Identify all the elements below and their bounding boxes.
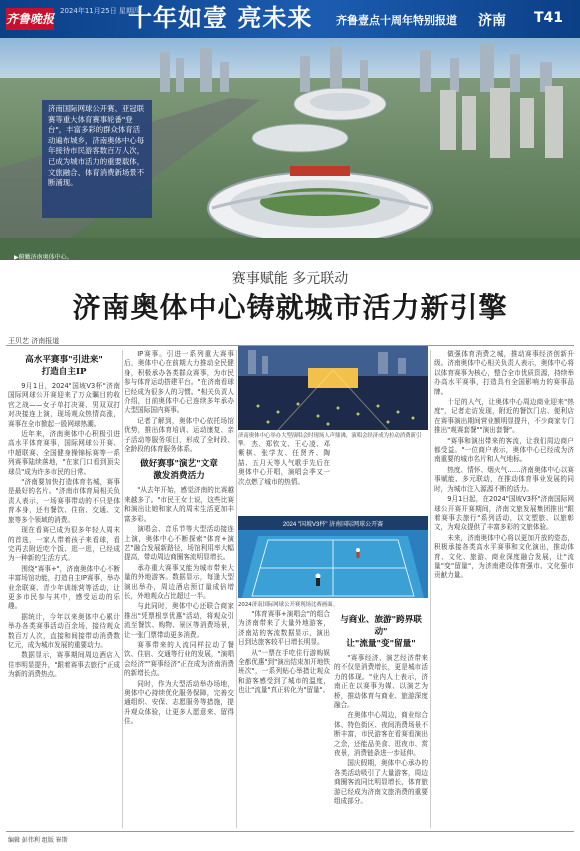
paragraph: 9月1日，2024"国坡V3杯"济南国际网球公开赛迎来了万众瞩目的收官之战——女子单打决赛、男双双打对决接连上演，现场观众热情高涨，赛事在全市掀起一股网球热潮。 <box>8 382 120 428</box>
article-column-3a <box>238 440 330 516</box>
page-number: T41 <box>534 10 564 26</box>
paragraph: IP赛事。引进一系列重大赛事后，奥体中心在前期大力推动全民健身，积极承办各类群众赛事，为市民参与体育运动搭建平台。"在济南看球已经成为很多人的习惯。"相关负责人介绍，目前奥体中心已连续多年承办大型国际国内赛事。 <box>124 350 234 415</box>
article-column-1 <box>8 350 120 828</box>
aerial-photo-stadium <box>0 38 580 260</box>
tennis-photo-art <box>238 516 428 598</box>
column-separator <box>236 350 237 828</box>
article-column-4 <box>434 350 574 828</box>
section-name: 济南 <box>478 13 506 29</box>
photo-credit: ▶俯瞰济南奥体中心。 <box>14 254 73 260</box>
column-separator <box>122 350 123 828</box>
footer-divider <box>6 831 574 832</box>
paragraph: "济南要加快打造体育名城，赛事是最好的名片。"济南市体育局相关负责人表示，一场赛事带动的不只是体育本身，还有餐饮、住宿、交通、文旅等多个领域的消费。 <box>8 478 120 524</box>
concert-photo-caption: 济南奥体中心举办大型演唱会时现场人声鼎沸，演唱会经济成为拉动消费新引擎。 <box>238 433 422 447</box>
paragraph: "体育赛事+演唱会"的组合为济南带来了大量外地游客，济南站的客流数据显示，演出日到达旅客较平日增长明显。 <box>238 610 330 647</box>
tennis-photo-caption: 2024济南国际网球公开赛现场比赛画面。 <box>238 602 338 608</box>
paragraph: 承办重大赛事又能为城市带来大量的外地游客。数据显示，每逢大型演出举办，周边酒店预订量成倍增长，外地观众占比超过一半。 <box>124 563 234 600</box>
column-separator <box>430 350 431 828</box>
paragraph: 国庆假期，奥体中心承办的各类活动吸引了大量游客，周边商圈客流同比明显增长，体育旅游已经成为济南文旅消费的重要组成部分。 <box>334 759 428 806</box>
subhead-3: 与商业、旅游"跨界联动" 让"流量"变"留量" <box>340 615 422 649</box>
paragraph: 十足的人气，让奥体中心周边商业迎来"热度"，记者走访发现，附近的餐饮门店、便利店在赛事演出期间营业额明显提升，不少商家专门推出"观赛套餐""演出套餐"。 <box>434 398 574 435</box>
newspaper-logo: 齐鲁晚报 <box>6 8 54 30</box>
paragraph: 与此同时，奥体中心还联合商家推出"凭票根享优惠"活动，将观众引流至餐饮、购物、景区等消费场景，让一张门票带动更多消费。 <box>124 602 234 639</box>
subhead-1: 高水平赛事"引进来" 打造自主IP <box>25 355 103 377</box>
tennis-photo <box>238 516 428 598</box>
paragraph: 数据显示，赛事期间周边酒店入住率明显提升，"跟着赛事去旅行"正成为新的消费热点。 <box>8 651 120 679</box>
special-report-label: 齐鲁壹点十周年特别报道 <box>336 14 457 27</box>
paragraph: 据统计，今年以来奥体中心累计举办各类赛事活动百余场，接待观众数百万人次，直接和间接带动消费数亿元，成为城市发展的重要动力。 <box>8 612 120 649</box>
photo-caption: 济南国际网球公开赛、亚冠联赛等重大体育赛事轮番"登台"，丰富多彩的群众体育活动遍布城乡，济南奥体中心每年接待市民游客数百万人次，已成为城市活力的重要载体，文旅融合、体育消费新场景不断涌现。 <box>42 100 152 218</box>
paragraph: 记者了解到，奥体中心依托场馆优势，推出体育培训、运动康复、亲子活动等服务项目，形成了全时段、全龄段的体育服务体系。 <box>124 416 234 454</box>
paragraph: 在奥体中心周边，商业综合体、特色街区、夜间消费场景不断丰富，市民游客在看赛看演出之余，还能品美食、逛夜市、赏夜景，消费链条进一步延伸。 <box>334 711 428 758</box>
paragraph: 围绕"赛事+"，济南奥体中心不断丰富场馆功能，打造自主IP赛事，举办业余联赛、青少年训练营等活动，让更多市民参与其中，感受运动的乐趣。 <box>8 564 120 611</box>
paragraph: 演唱会、音乐节等大型活动接连上演，奥体中心不断探索"体育+演艺"融合发展新路径，场馆利用率大幅提高，带动周边商圈客流明显增长。 <box>124 525 234 562</box>
byline: 王贝艺 济南报道 <box>8 337 60 345</box>
paragraph: 同时，作为大型活动举办场地，奥体中心持续优化服务保障，完善交通组织、安保、志愿服务等措施，提升观众体验，让更多人愿意来、留得住。 <box>124 679 234 726</box>
paragraph: 从"一票在手吃住行游购娱全都优惠"到"演出结束加开地铁班次"，一系列贴心举措让观众和游客感受到了城市的温度，也让"流量"真正转化为"留量"。 <box>238 648 330 695</box>
paragraph: 近年来，济南奥体中心积极引进高水平体育赛事，国际网球公开赛、中超联赛、全国健身操锦标赛等一系列赛事陆续落地，"在家门口看到顶尖球员"成为许多市民的日常。 <box>8 430 120 476</box>
concert-photo <box>238 346 428 430</box>
editor-credits: 编辑 彭伟利 组版 崔斯 <box>8 837 68 844</box>
paragraph: 杰、郑钦文、王心凌、邓紫棋、张学友、任贤齐、陶喆、五月天等人气歌手先后在奥体中心开唱，演唱会季又一次点燃了城市的热情。 <box>238 440 330 486</box>
paragraph: 未来，济南奥体中心将以更加开放的姿态，积极承接各类高水平赛事和文化演出，推动体育、文化、旅游、商业深度融合发展，让"流量"变"留量"，为济南建设体育强市、文化强市贡献力量。 <box>434 533 574 580</box>
article-column-3c <box>334 610 428 828</box>
paragraph: 赛事带来的人流同样拉动了餐饮、住宿、交通等行业的发展，"演唱会经济""赛事经济"正在成为济南消费的新增长点。 <box>124 640 234 678</box>
subhead-2: 做好赛事"演艺"文章 激发消费活力 <box>140 459 218 482</box>
headline: 济南奥体中心铸就城市活力新引擎 <box>72 291 508 324</box>
anniversary-banner: 十年如壹 亮未来 <box>128 3 313 32</box>
article-column-2 <box>124 350 234 828</box>
paragraph: "赛事经济、演艺经济带来的不仅是消费增长，更是城市活力的体现。"业内人士表示，济南正在以赛事为媒、以演艺为桥，推动体育与商业、旅游深度融合。 <box>334 654 428 710</box>
paragraph: 热度、情怀、烟火气……济南奥体中心以赛事赋能、多元联动，在推动体育事业发展的同时，为城市注入源源不断的活力。 <box>434 465 574 493</box>
kicker: 赛事赋能 多元联动 <box>231 271 349 287</box>
concert-photo-art <box>238 346 428 430</box>
paragraph: "赛事和演出带来的客流，让我们周边商户都受益。"一位商户表示，奥体中心已经成为济南重要的城市名片和人气地标。 <box>434 436 574 464</box>
dateline: 2024年11月25日 星期四 <box>60 7 140 15</box>
tennis-banner-text: 2024 "国坡V3杯" 济南国际网球公开赛 <box>282 522 384 528</box>
paragraph: "从去年开始，感觉济南的比赛越来越多了。"市民王女士说，这些比赛和演出让她和家人的周末生活更加丰富多彩。 <box>124 486 234 523</box>
paragraph: 做强体育消费之城，推动赛事经济创新升级。济南奥体中心相关负责人表示，奥体中心将以体育赛事为核心，整合全市优质资源，持续举办高水平赛事，打造具有全国影响力的赛事品牌。 <box>434 350 574 396</box>
article-column-3b <box>238 610 330 828</box>
paragraph: 9月1日起，在2024"国坡V3杯"济南国际网球公开赛开赛期间，济南文旅发展集团推出"跟着赛事去旅行"系列活动，以文塑旅、以旅彰文，为观众提供了丰富多彩的文旅体验。 <box>434 495 574 532</box>
paragraph: 现在看赛已成为很多年轻人周末的首选，一家人带着孩子来看球，看完再去附近吃个饭、逛一逛，已经成为一种新的生活方式。 <box>8 526 120 563</box>
masthead <box>0 0 580 38</box>
